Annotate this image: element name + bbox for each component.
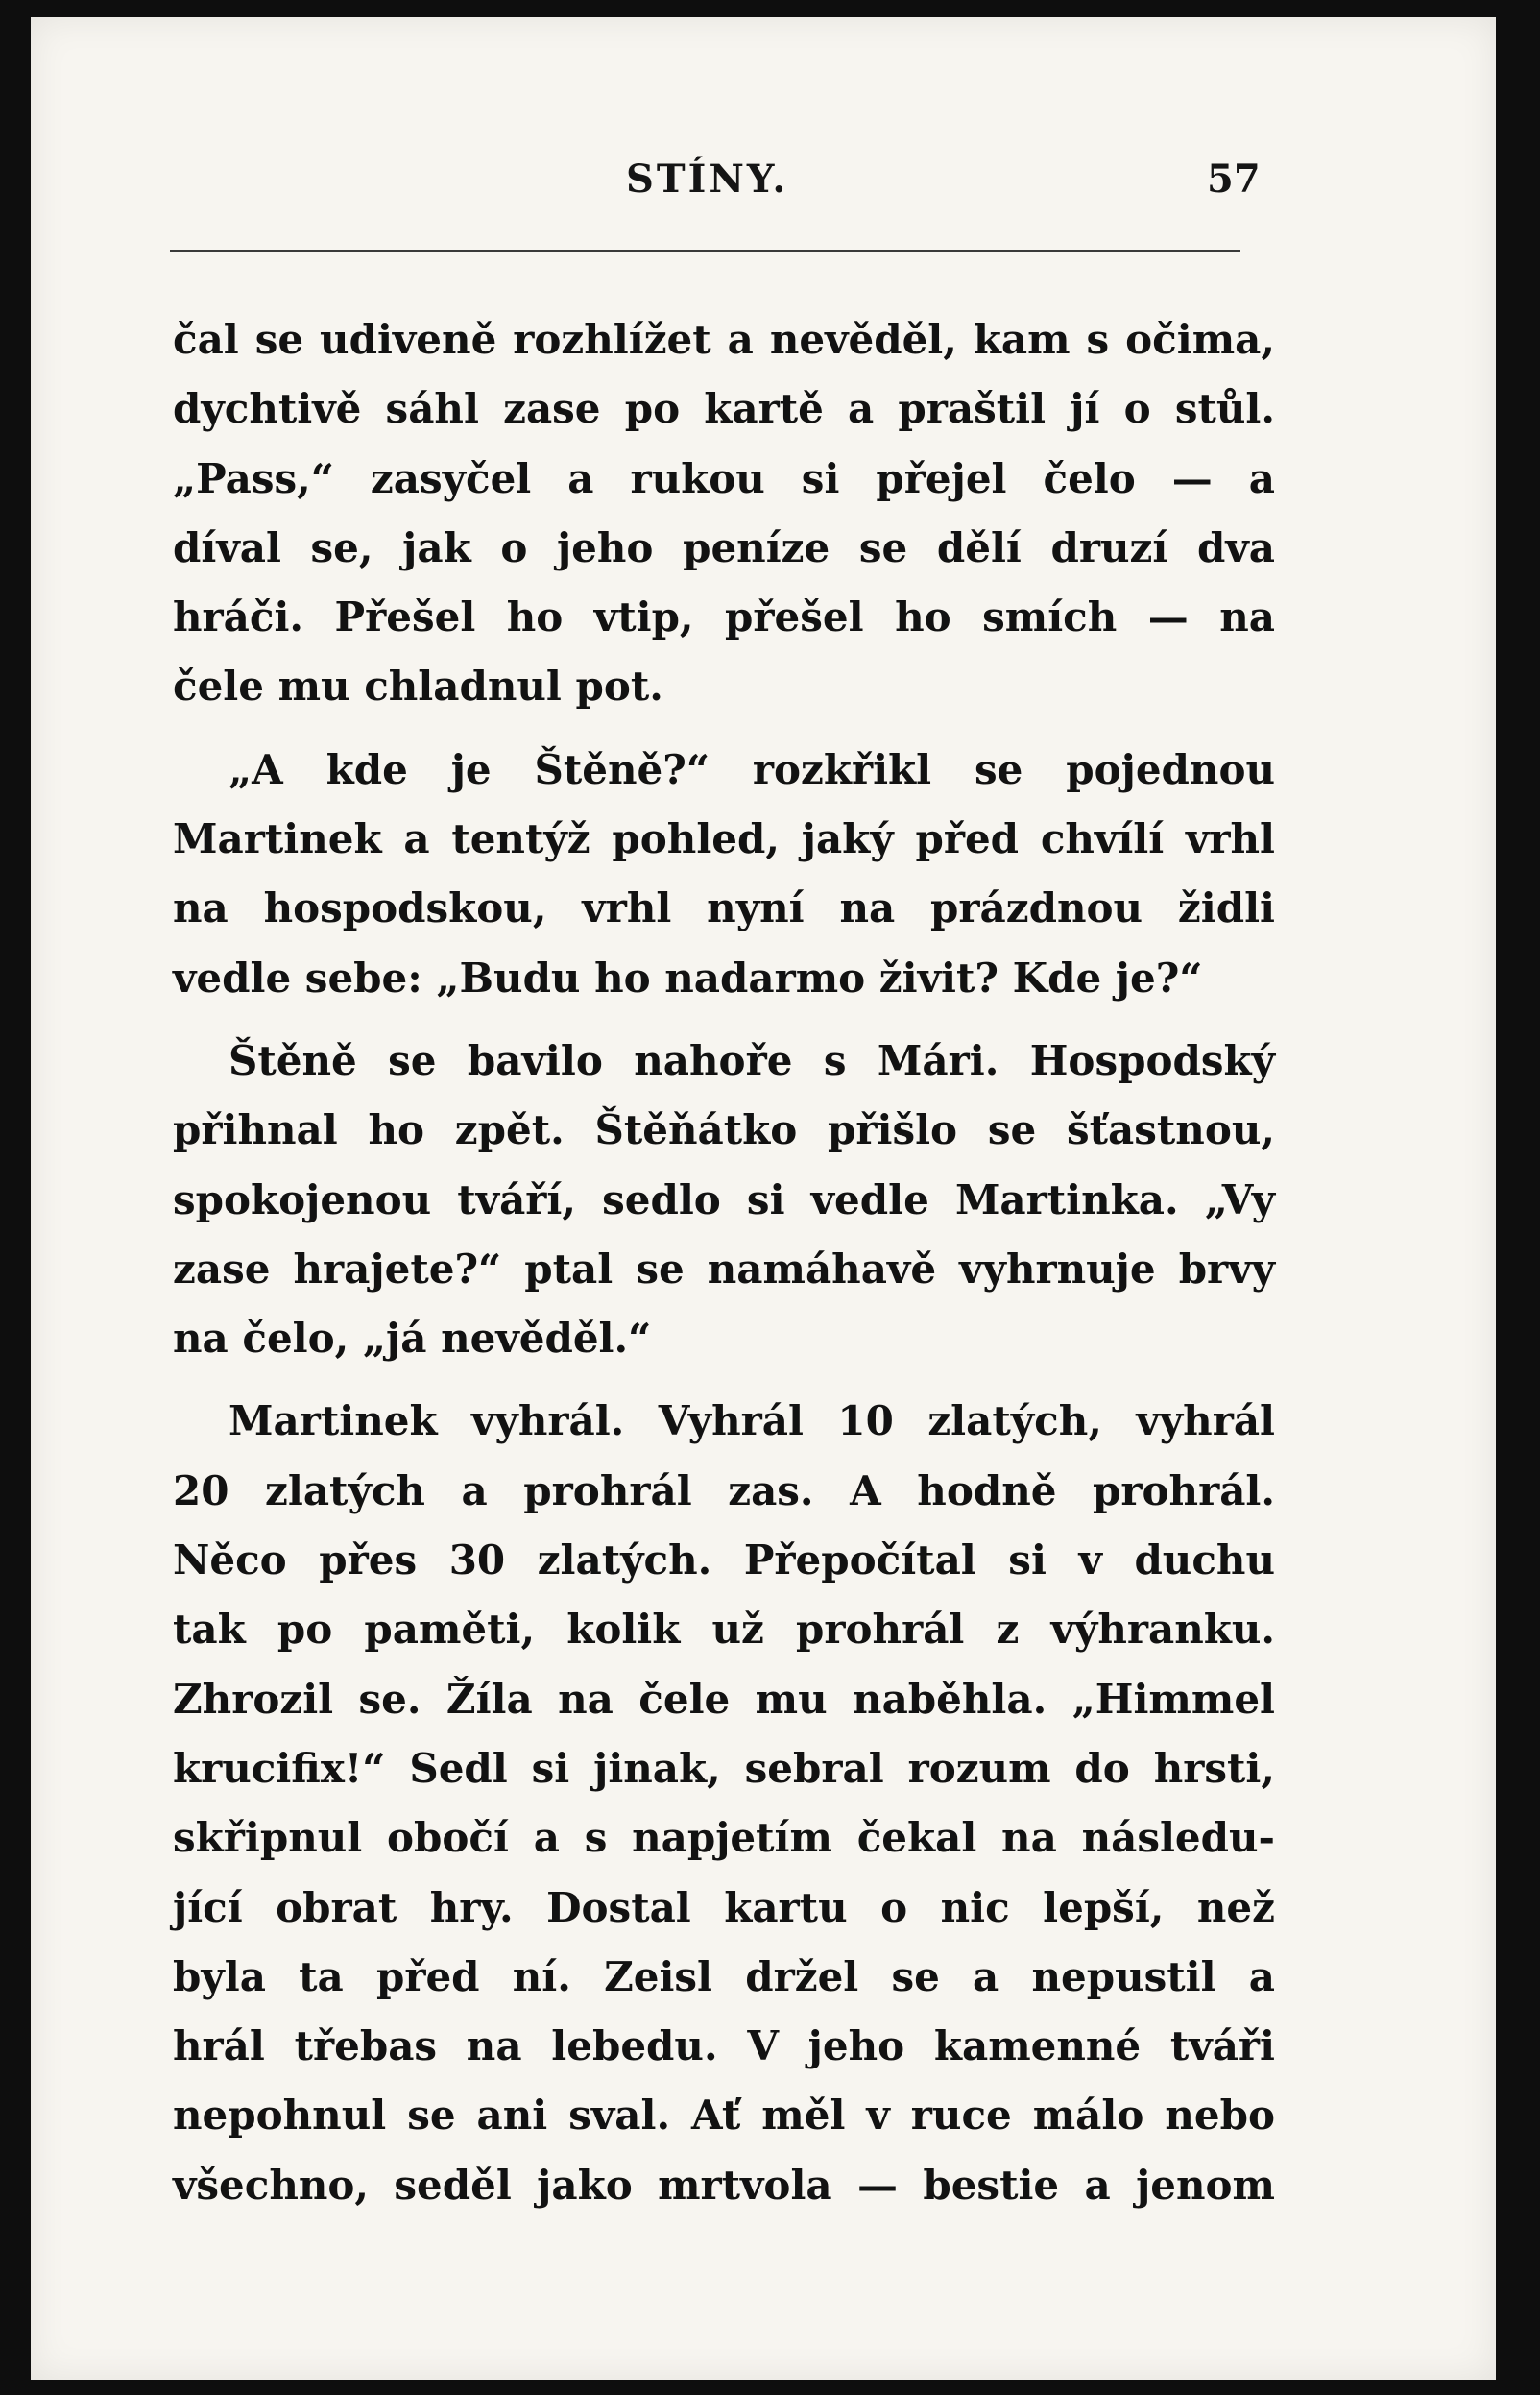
text-line: „A kde je Štěně?“ rozkřikl se pojednou: [229, 745, 1275, 793]
text-line: hráči. Přešel ho vtip, přešel ho smích — na: [173, 593, 1275, 641]
text-line: čal se udiveně rozhlížet a nevěděl, kam s očima,: [173, 316, 1275, 363]
text-line: „Pass,“ zasyčel a rukou si přejel čelo — a: [173, 454, 1275, 502]
running-title: STÍNY.: [626, 157, 789, 202]
text-line: díval se, jak o jeho peníze se dělí druzí dva: [173, 523, 1275, 571]
text-line: tak po paměti, kolik už prohrál z výhranku.: [173, 1606, 1275, 1654]
running-head: [31, 157, 1496, 214]
paragraph-gap: [173, 1013, 1275, 1027]
text-line: Martinek vyhrál. Vyhrál 10 zlatých, vyhrál: [229, 1397, 1275, 1445]
text-line: Něco přes 30 zlatých. Přepočítal si v duchu: [173, 1536, 1275, 1585]
paragraph: [173, 1387, 1275, 2220]
text-line: jící obrat hry. Dostal kartu o nic lepší, než: [173, 1883, 1275, 1931]
text-line: dychtivě sáhl zase po kartě a praštil jí o stůl.: [173, 385, 1275, 433]
body-text: [173, 305, 1275, 2220]
paragraph: [173, 736, 1275, 1013]
text-line: všechno, seděl jako mrtvola — bestie a jenom: [173, 2161, 1275, 2209]
text-line: 20 zlatých a prohrál zas. A hodně prohrál.: [173, 1466, 1275, 1514]
paragraph-gap: [173, 722, 1275, 736]
text-line: skřipnul obočí a s napjetím čekal na následu-: [173, 1814, 1275, 1862]
text-line: spokojenou tváří, sedlo si vedle Martinka. „Vy: [173, 1175, 1275, 1223]
paragraph-gap: [173, 1373, 1275, 1387]
header-rule: [170, 250, 1240, 252]
text-line: byla ta před ní. Zeisl držel se a nepustil a: [173, 1952, 1275, 2000]
page-number: 57: [1207, 157, 1261, 202]
text-line: zase hrajete?“ ptal se namáhavě vyhrnuje brvy: [173, 1245, 1275, 1293]
text-line: Martinek a tentýž pohled, jaký před chvílí vrhl: [173, 815, 1275, 863]
text-line: krucifix!“ Sedl si jinak, sebral rozum do hrsti,: [173, 1744, 1275, 1792]
paragraph: [173, 1027, 1275, 1373]
text-line: na čelo, „já nevěděl.“: [173, 1315, 652, 1363]
text-line: hrál třebas na lebedu. V jeho kamenné tváři: [173, 2022, 1275, 2070]
text-line: na hospodskou, vrhl nyní na prázdnou židli: [173, 884, 1275, 932]
text-line: Zhrozil se. Žíla na čele mu naběhla. „Himmel: [173, 1675, 1275, 1723]
text-line: přihnal ho zpět. Štěňátko přišlo se šťastnou,: [173, 1106, 1275, 1154]
book-page: [31, 17, 1496, 2380]
text-line: čele mu chladnul pot.: [173, 663, 663, 711]
text-line: nepohnul se ani sval. Ať měl v ruce málo nebo: [173, 2092, 1275, 2140]
paragraph: [173, 305, 1275, 722]
text-line: vedle sebe: „Budu ho nadarmo živit? Kde je?“: [173, 954, 1203, 1002]
text-line: Štěně se bavilo nahoře s Mári. Hospodský: [229, 1036, 1275, 1084]
